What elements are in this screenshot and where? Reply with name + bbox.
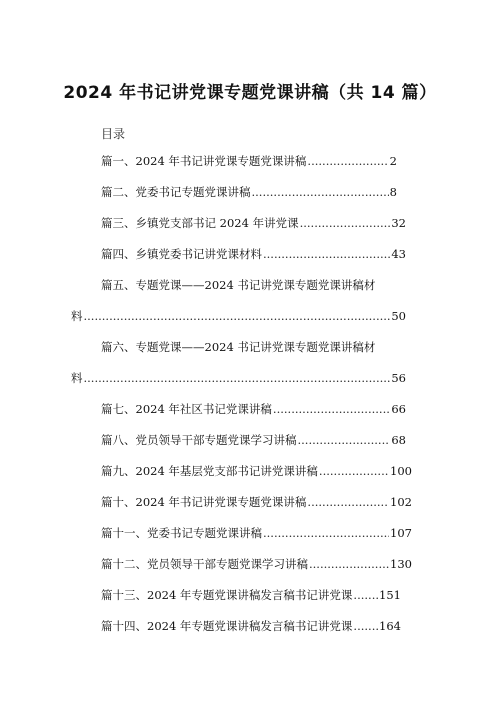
toc-entry-label: 篇十一、党委书记专题党课讲稿 [101,526,262,540]
toc-leader-dots [252,184,389,200]
toc-leader-dots [353,587,378,603]
toc-leader-dots [84,308,391,324]
toc-entry-page: 43 [391,247,406,261]
toc-leader-dots [298,432,391,448]
toc-entry[interactable] [101,556,412,572]
toc-entry-page: 50 [391,309,406,323]
toc-leader-dots [309,556,389,572]
toc-entry[interactable] [101,587,401,603]
toc-entry[interactable] [101,463,412,479]
toc-entry[interactable] [101,618,401,634]
toc-entry[interactable] [101,401,406,417]
toc-entry-label: 篇二、党委书记专题党课讲稿 [101,185,251,199]
toc-leader-dots [307,494,389,510]
toc-entry-page: 130 [390,557,412,571]
toc-entry[interactable] [101,432,406,448]
toc-entry[interactable] [101,525,412,541]
toc-entry-label: 篇三、乡镇党支部书记 2024 年讲党课 [101,216,299,230]
toc-entry-continuation[interactable] [71,308,406,324]
toc-leader-dots [300,215,391,231]
document-title: 2024 年书记讲党课专题党课讲稿（共 14 篇） [63,83,437,103]
toc-entry-label: 篇十二、党员领导干部专题党课学习讲稿 [101,557,308,571]
toc-entry-page: 107 [390,526,412,540]
toc-entry-label: 篇四、乡镇党委书记讲党课材料 [101,247,262,261]
toc-entry-label: 料 [71,309,83,323]
toc-leader-dots [263,525,389,541]
toc-entry-label: 篇十三、2024 年专题党课讲稿发言稿书记讲党课 [101,588,353,602]
toc-entry-page: 56 [391,371,406,385]
toc-leader-dots [273,401,390,417]
toc-leader-dots [263,246,390,262]
toc-entry-page: 164 [379,619,401,633]
toc-entry[interactable] [101,494,412,510]
toc-entry-page: 151 [379,588,401,602]
toc-heading: 目录 [101,127,126,141]
toc-entry-page: 32 [391,216,406,230]
toc-entry-page: 8 [389,185,397,199]
toc-entry-continuation[interactable] [71,370,406,386]
toc-entry-label: 篇九、2024 年基层党支部书记讲党课讲稿 [101,464,318,478]
toc-entry[interactable] [101,215,406,231]
toc-entry-label: 篇八、党员领导干部专题党课学习讲稿 [101,433,297,447]
toc-leader-dots [353,618,378,634]
toc-leader-dots [84,370,391,386]
toc-entry-line1[interactable]: 篇六、专题党课——2024 书记讲党课专题党课讲稿材 [101,340,376,354]
toc-entry-page: 100 [390,464,412,478]
toc-leader-dots [319,463,389,479]
toc-leader-dots [307,153,388,169]
toc-entry-label: 篇十、2024 年书记讲党课专题党课讲稿 [101,495,307,509]
toc-entry[interactable] [101,246,406,262]
toc-entry-line1[interactable]: 篇五、专题党课——2024 书记讲党课专题党课讲稿材 [101,278,376,292]
toc-entry-page: 66 [391,402,406,416]
toc-entry-label: 篇一、2024 年书记讲党课专题党课讲稿 [101,154,307,168]
toc-entry[interactable] [101,184,397,200]
toc-entry-label: 料 [71,371,83,385]
toc-entry-page: 102 [390,495,412,509]
toc-entry[interactable] [101,153,397,169]
toc-entry-page: 2 [389,154,397,168]
toc-entry-page: 68 [391,433,406,447]
toc-entry-label: 篇七、2024 年社区书记党课讲稿 [101,402,272,416]
toc-entry-label: 篇十四、2024 年专题党课讲稿发言稿书记讲党课 [101,619,353,633]
